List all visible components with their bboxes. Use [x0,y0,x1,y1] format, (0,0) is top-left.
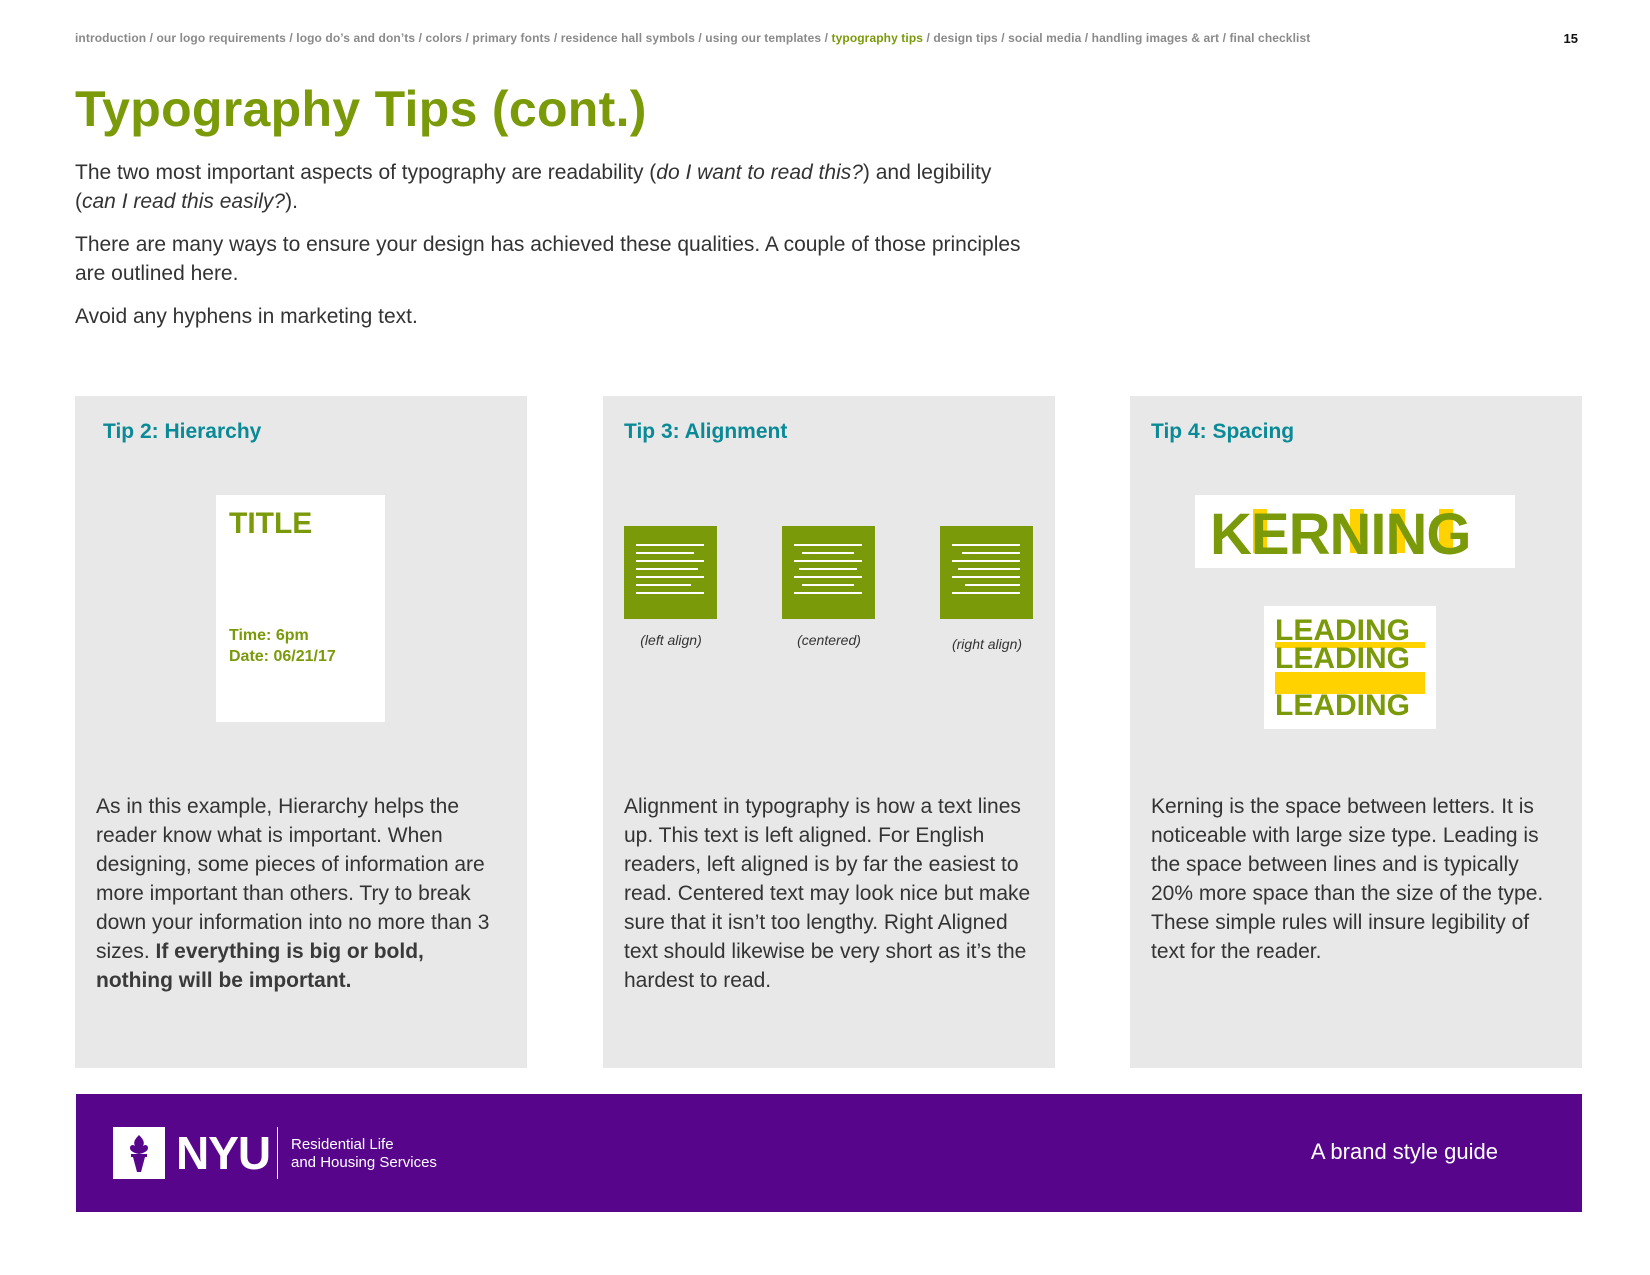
nyu-logo-text: NYU [176,1127,271,1179]
intro-italic-run: can I read this easily? [82,190,286,213]
breadcrumb-separator: / [285,31,297,45]
breadcrumb-item[interactable]: design tips [933,31,998,45]
spacing-card [1130,396,1582,1068]
breadcrumb-separator: / [923,31,934,45]
hierarchy-body-text: As in this example, Hierarchy helps the reader know what is important. When designing, some pieces of information are more important than others. Try to break down your information into no more than 3 sizes. [96,795,490,963]
breadcrumb-separator: / [821,31,832,45]
breadcrumb-item[interactable]: primary fonts [472,31,551,45]
breadcrumb-item[interactable]: using our templates [705,31,822,45]
page-number: 15 [1563,31,1578,46]
breadcrumb-separator: / [462,31,473,45]
right-align-caption: (right align) [951,636,1023,652]
intro-text-run: ) and legibility ( [75,161,992,213]
intro-text-run: The two most important aspects of typography are readability ( [75,161,657,184]
breadcrumb-item[interactable]: social media [1008,31,1082,45]
breadcrumb-separator: / [415,31,426,45]
breadcrumb-item[interactable]: residence hall symbols [560,31,695,45]
alignment-card-title: Tip 3: Alignment [624,420,788,443]
breadcrumb-item[interactable]: final checklist [1229,31,1311,45]
intro-paragraph-1 [75,158,1035,216]
hierarchy-example-poster [216,495,385,722]
left-align-icon [624,526,717,619]
leading-word-1: LEADING [1275,614,1410,647]
intro-text-run: ). [285,190,298,213]
breadcrumb-item[interactable]: our logo requirements [156,31,286,45]
poster-date: Date: 06/21/17 [229,648,336,665]
breadcrumb-separator: / [997,31,1009,45]
leading-word-2: LEADING [1275,642,1410,675]
poster-title: TITLE [229,507,313,540]
breadcrumb-separator: / [694,31,706,45]
breadcrumb-separator: / [1081,31,1092,45]
breadcrumb-separator: / [146,31,157,45]
footer-unit-name [291,1136,437,1172]
footer-banner [76,1094,1582,1212]
poster-info [229,625,336,667]
breadcrumb-item[interactable]: introduction [75,31,147,45]
breadcrumb-item[interactable]: colors [425,31,463,45]
footer-unit-line-2: and Housing Services [291,1154,437,1171]
hierarchy-card [75,396,527,1068]
hierarchy-card-body [96,792,506,995]
kerning-example [1195,495,1515,568]
footer-unit-line-1: Residential Life [291,1136,394,1153]
breadcrumb-separator: / [550,31,561,45]
hierarchy-body-bold: If everything is big or bold, nothing will be important. [96,940,424,992]
spacing-card-title: Tip 4: Spacing [1151,420,1295,443]
center-align-caption: (centered) [797,632,861,648]
intro-text [75,158,1035,345]
breadcrumb-item-active[interactable]: typography tips [831,31,924,45]
breadcrumb-separator: / [1219,31,1230,45]
alignment-card-body: Alignment in typography is how a text lines up. This text is left aligned. For English readers, left aligned is by far the easiest to read. Centered text may look nice but make sure that it isn’t too lengthy. Right Aligned text should likewise be very short as it’s the hardest to read. [624,795,1031,992]
intro-italic-run: do I want to read this? [656,161,863,184]
poster-time: Time: 6pm [229,627,309,644]
leading-example [1264,606,1436,729]
spacing-card-body: Kerning is the space between letters. It is noticeable with large size type. Leading is the space between lines and is typically 20% more space than the size of the type. These simple rules will insure legibility of text for the reader. [1151,795,1544,963]
nyu-torch-icon [113,1127,165,1179]
hierarchy-card-title: Tip 2: Hierarchy [103,420,262,443]
breadcrumb-item[interactable]: logo do’s and don’ts [296,31,416,45]
leading-word-3: LEADING [1275,689,1410,722]
center-align-icon [782,526,875,619]
footer-divider [277,1127,278,1179]
footer-tagline: A brand style guide [1310,1139,1498,1164]
page-title: Typography Tips (cont.) [75,81,647,137]
intro-paragraph-2: There are many ways to ensure your design has achieved these qualities. A couple of those principles are outlined here. [75,233,1021,285]
breadcrumb-item[interactable]: handling images & art [1091,31,1220,45]
breadcrumb [75,31,1310,45]
kerning-word: KERNING [1210,502,1471,567]
left-align-caption: (left align) [640,632,702,648]
intro-paragraph-3: Avoid any hyphens in marketing text. [75,305,418,328]
right-align-icon [940,526,1033,619]
alignment-card [603,396,1055,1068]
